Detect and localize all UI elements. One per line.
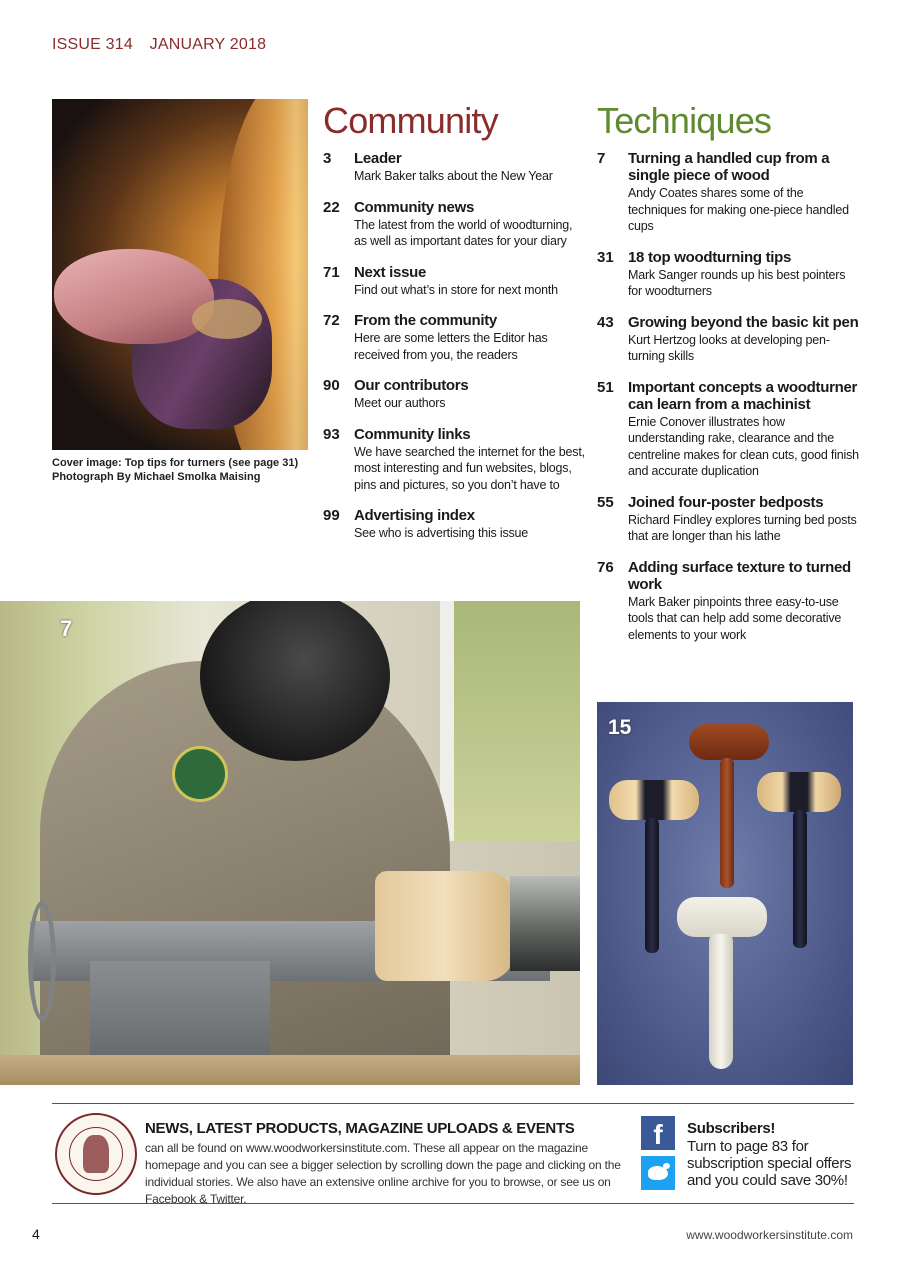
subscribers-description: Turn to page 83 for subscription special offers and you could save 30%! [687,1138,852,1189]
toc-desc: Mark Baker talks about the New Year [354,169,553,183]
techniques-section [597,100,862,657]
right-mallet-head [757,772,841,812]
news-block [52,1110,642,1206]
rosewood-mallet-head [689,724,769,760]
cover-photo [52,99,308,450]
toc-entry[interactable] [323,507,588,542]
mallet-photo [597,702,853,1085]
techniques-heading: Techniques [597,100,772,141]
toc-page: 93 [323,425,340,443]
twitter-bird-head [663,1163,670,1169]
news-description: can all be found on www.woodworkersinstitute.com. These all appear on the magazine homepage and you can see a bigger selection by scrolling down the page and clicking on the individual stories. We also have an extensive online archive for you to browse, or see us on Facebook & Twitter. [145,1141,621,1206]
top-divider [52,1103,854,1104]
cover-caption-line2: Photograph By Michael Smolka Maising [52,471,261,483]
toc-page: 51 [597,378,614,396]
lathe-photo [0,601,580,1085]
issue-date: JANUARY 2018 [149,36,267,53]
toc-entry[interactable] [597,559,862,644]
white-mallet-handle [709,934,733,1069]
toc-desc: Mark Sanger rounds up his best pointers for woodturners [628,267,846,298]
toc-desc: Mark Baker pinpoints three easy-to-use tools that can help add some decorative elements to your work [628,594,842,642]
toc-page: 71 [323,263,340,281]
toc-title: Joined four-poster bedposts [628,493,824,511]
handwheel [28,901,56,1021]
website-url[interactable]: www.woodworkersinstitute.com [686,1228,853,1242]
subscribers-block [641,1114,856,1196]
toc-page: 7 [597,150,606,167]
page-number: 4 [32,1226,40,1242]
white-mallet-head [677,897,767,937]
community-section [323,100,588,556]
photo-page-label: 15 [608,716,632,739]
toc-page: 72 [323,312,340,329]
cover-caption [52,456,312,484]
toc-title: Important concepts a woodturner can learn from a machinist [628,378,858,413]
right-mallet-handle [793,810,807,948]
toc-desc: The latest from the world of woodturning, as well as important dates for your diary [354,217,573,248]
toc-title: From the community [354,312,497,329]
toc-desc: Meet our authors [354,396,446,410]
toc-desc: Find out what’s in store for next month [354,282,558,297]
toc-desc: Ernie Conover illustrates how understanding rake, clearance and the centreline makes for clean cuts, good finish and accurate duplication [628,414,859,478]
toc-title: Community links [354,425,471,443]
woodworkers-institute-logo[interactable] [55,1113,137,1195]
rosewood-mallet-handle [720,758,734,888]
toc-page: 99 [323,507,340,524]
left-mallet-head [609,780,699,820]
toc-entry[interactable] [597,379,862,480]
news-heading: NEWS, LATEST PRODUCTS, MAGAZINE UPLOADS & EVENTS [145,1120,575,1137]
cover-caption-line1: Cover image: Top tips for turners (see page 31) [52,457,299,469]
shavings [192,299,262,339]
toc-entry[interactable] [323,150,588,185]
toc-page: 76 [597,558,614,576]
toc-desc: Richard Findley explores turning bed posts that are longer than his lathe [628,512,857,543]
toc-title: Turning a handled cup from a single piece of wood [628,150,830,184]
toc-title: Advertising index [354,507,475,524]
toc-page: 3 [323,150,332,167]
toc-entry[interactable] [597,150,862,235]
toc-desc: Kurt Hertzog looks at developing pen-turning skills [628,332,830,363]
toc-desc: Here are some letters the Editor has received from you, the readers [354,331,548,362]
hand [54,249,214,344]
toc-title: Growing beyond the basic kit pen [628,313,859,331]
toc-entry[interactable] [597,494,862,545]
toc-title: Adding surface texture to turned work [628,558,851,593]
toc-page: 43 [597,313,614,331]
toc-entry[interactable] [323,264,588,299]
toc-entry[interactable] [323,426,588,494]
shavings-floor [0,1055,580,1085]
toc-title: Community news [354,198,474,216]
left-mallet-handle [645,818,659,953]
toc-entry[interactable] [597,249,862,300]
toc-entry[interactable] [323,312,588,363]
toc-entry[interactable] [597,314,862,365]
toc-page: 90 [323,377,340,394]
issue-number: ISSUE 314 [52,36,133,53]
toc-page: 31 [597,248,614,266]
toc-desc: See who is advertising this issue [354,526,529,540]
wood-blank [375,871,515,981]
community-heading: Community [323,100,498,141]
toc-desc: We have searched the internet for the best, most interesting and fun websites, blogs, pins and pictures, so you don’t have to [354,444,585,492]
toc-entry[interactable] [323,199,588,250]
lathe-chuck [510,876,580,971]
toc-title: Next issue [354,263,427,281]
subscribers-heading: Subscribers! [687,1120,776,1137]
facebook-icon[interactable]: f [641,1116,675,1150]
window [440,601,580,841]
toc-title: 18 top woodturning tips [628,248,792,266]
toc-title: Our contributors [354,377,469,394]
toc-page: 22 [323,198,340,216]
toc-desc: Andy Coates shares some of the techniques for making one-piece handled cups [628,186,849,233]
association-badge [172,746,228,802]
toc-title: Leader [354,150,402,167]
toc-entry[interactable] [323,377,588,412]
twitter-icon[interactable] [641,1156,675,1190]
photo-page-label: 7 [60,616,73,641]
toc-page: 55 [597,493,614,511]
logo-figure [83,1135,109,1173]
issue-line [52,36,266,54]
